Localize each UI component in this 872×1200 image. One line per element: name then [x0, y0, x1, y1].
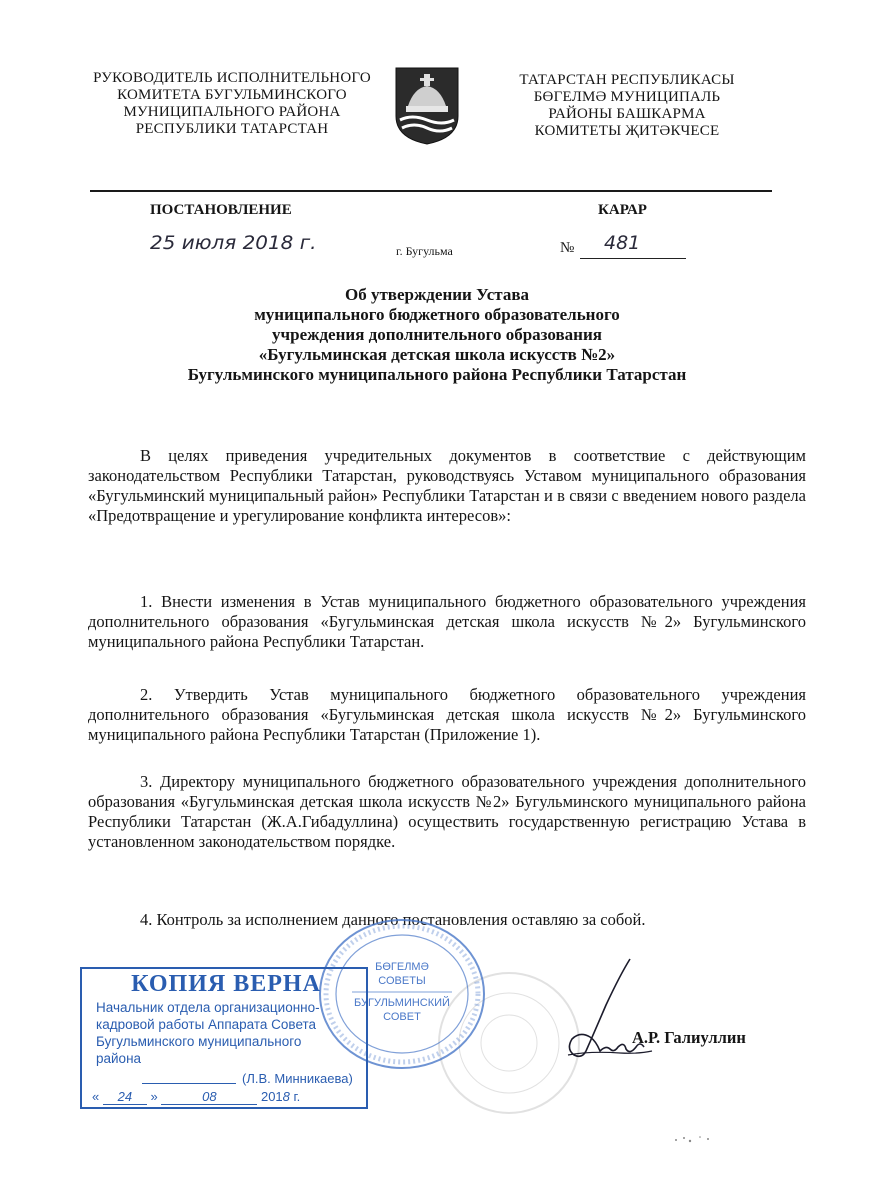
clause-text: 4. Контроль за исполнением данного постановления оставляю за собой. — [140, 910, 646, 929]
clause-text: 3. Директору муниципального бюджетного образовательного учреждения дополнительного образования «Бугульминская детская школа искусств №2» Бугульминского муниципального района Республики Татарстан (Ж.А.Гибадуллина) осуществить государственную регистрацию Устава в установленном законодательством порядке. — [88, 772, 806, 851]
handwritten-number: 481 — [604, 232, 641, 254]
doc-type-russian: ПОСТАНОВЛЕНИЕ — [150, 202, 292, 218]
city-label: г. Бугульма — [396, 244, 453, 258]
clause-3 — [88, 772, 806, 852]
title-line: муниципального бюджетного образовательного — [254, 305, 620, 324]
stamp-date-year-hand: 8 — [282, 1089, 290, 1104]
stamp-date — [92, 1089, 362, 1105]
header-line: РЕСПУБЛИКИ ТАТАРСТАН — [135, 121, 329, 137]
title-line: Бугульминского муниципального района Республики Татарстан — [187, 365, 687, 384]
header-line: РАЙОНЫ БАШКАРМА — [548, 106, 706, 122]
signer-name: А.Р. Галиуллин — [632, 1028, 746, 1047]
clause-1 — [88, 592, 806, 652]
handwritten-date: 25 июля 2018 г. — [150, 232, 317, 254]
handwritten-signature — [560, 955, 660, 1065]
number-underline — [580, 258, 686, 259]
stamp-line: кадровой работы Аппарата Совета — [96, 1017, 317, 1032]
preamble-paragraph — [88, 446, 806, 526]
title-line: «Бугульминская детская школа искусств №2» — [258, 345, 616, 364]
stamp-position-lines — [96, 999, 320, 1067]
stamp-heading: КОПИЯ ВЕРНА — [131, 971, 321, 997]
doc-type-tatar: КАРАР — [598, 202, 647, 218]
preamble-text: В целях приведения учредительных документов в соответствие с действующим законодательством Республики Татарстан, руководствуясь Уставом муниципального образования «Бугульминский муниципальный район» Республики Татарстан и в связи с введением нового раздела «Предотвращение и урегулирование конфликта интересов»: — [88, 446, 806, 525]
stamp-line: Начальник отдела организационно- — [96, 1000, 320, 1015]
clause-text: 2. Утвердить Устав муниципального бюджетного образовательного учреждения дополнительного образования «Бугульминская детская школа искусств №2» Бугульминского муниципального района Республики Татарстан (Приложение 1). — [88, 685, 806, 744]
header-line: БӨГЕЛМӘ МУНИЦИПАЛЬ — [533, 89, 721, 105]
number-sign: № — [560, 240, 575, 256]
seal-top-line2: СОВЕТЫ — [378, 975, 426, 987]
header-line: КОМИТЕТЫ ҖИТӘКЧЕСЕ — [534, 123, 720, 139]
coat-of-arms-icon — [394, 66, 460, 146]
stamp-date-close-quote: » — [150, 1089, 158, 1104]
clause-text: 1. Внести изменения в Устав муниципального бюджетного образовательного учреждения дополнительного образования «Бугульминская детская школа искусств №2» Бугульминского муниципального района Республики Татарстан. — [88, 592, 806, 651]
clause-2 — [88, 685, 806, 745]
stamp-date-year-prefix: 201 — [260, 1089, 283, 1104]
header-line: ТАТАРСТАН РЕСПУБЛИКАСЫ — [519, 72, 735, 88]
header-divider — [90, 190, 772, 192]
stamp-date-day: 24 — [103, 1089, 147, 1105]
header-line: КОМИТЕТА БУГУЛЬМИНСКОГО — [117, 87, 347, 103]
seal-bottom-line2: СОВЕТ — [383, 1011, 421, 1023]
seal-top-line1: БӨГЕЛМӘ — [375, 961, 429, 973]
title-line: учреждения дополнительного образования — [272, 325, 602, 344]
stamp-signature-line — [142, 1083, 236, 1084]
seal-bottom-line1: БУГУЛЬМИНСКИЙ — [354, 997, 450, 1009]
header-line: МУНИЦИПАЛЬНОГО РАЙОНА — [123, 104, 341, 120]
stamp-name: (Л.В. Минникаева) — [242, 1071, 353, 1086]
stamp-line: Бугульминского муниципального — [96, 1034, 302, 1049]
issuer-header-russian — [76, 70, 388, 138]
issuer-header-tatar — [496, 72, 758, 140]
stamp-date-year-suffix: г. — [293, 1089, 301, 1104]
header-line: РУКОВОДИТЕЛЬ ИСПОЛНИТЕЛЬНОГО — [93, 70, 371, 86]
stamp-date-month: 08 — [161, 1089, 257, 1105]
stamp-line: района — [96, 1051, 142, 1066]
document-title — [120, 285, 754, 385]
stamp-date-open-quote: « — [92, 1089, 100, 1104]
title-line: Об утверждении Устава — [344, 285, 530, 304]
certified-copy-stamp — [80, 967, 368, 1109]
scan-speck-icon — [670, 1130, 730, 1150]
